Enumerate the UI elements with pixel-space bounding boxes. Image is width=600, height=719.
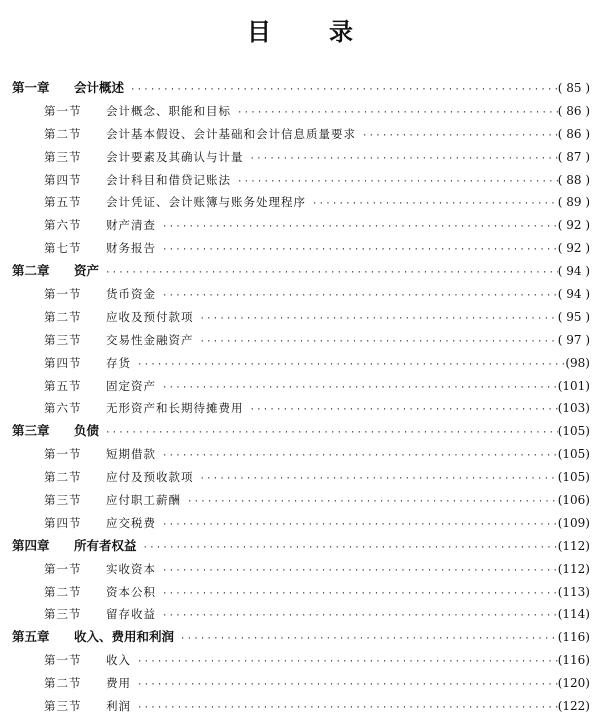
dot-leader xyxy=(181,491,558,512)
toc-page-number: (101) xyxy=(557,378,590,393)
toc-entry-title: 会计凭证、会计账簿与账务处理程序 xyxy=(106,195,306,210)
toc-section-row[interactable] xyxy=(12,466,590,489)
dot-leader xyxy=(231,102,558,123)
toc-entry-label: 第一节 xyxy=(44,447,82,462)
toc-page-number: ( 97 ) xyxy=(557,332,590,347)
toc-section-row[interactable] xyxy=(12,100,590,123)
dot-leader xyxy=(156,216,558,237)
toc-page-number: ( 86 ) xyxy=(557,126,590,141)
toc-chapter-row[interactable] xyxy=(12,260,590,283)
toc-page-number: (116) xyxy=(557,630,590,645)
toc-chapter-row[interactable] xyxy=(12,420,590,443)
dot-leader xyxy=(99,422,558,443)
toc-entry-title: 短期借款 xyxy=(106,447,156,462)
toc-section-row[interactable] xyxy=(12,649,590,672)
toc-entry-title: 货币资金 xyxy=(106,287,156,302)
toc-page-number: (112) xyxy=(557,561,590,576)
toc-entry-label: 第一章 xyxy=(12,80,50,95)
toc-chapter-row[interactable] xyxy=(12,77,590,100)
dot-leader xyxy=(156,285,558,306)
toc-entry-label: 第三节 xyxy=(44,699,82,714)
toc-page-number: ( 95 ) xyxy=(557,309,590,324)
toc-section-row[interactable] xyxy=(12,306,590,329)
toc-section-row[interactable] xyxy=(12,443,590,466)
toc-entry-title: 应付职工薪酬 xyxy=(106,493,181,508)
toc-page-number: (112) xyxy=(557,538,590,553)
toc-section-row[interactable] xyxy=(12,672,590,695)
toc-entry-title: 会计概述 xyxy=(74,80,125,95)
toc-section-row[interactable] xyxy=(12,375,590,398)
dot-leader xyxy=(99,262,558,283)
toc-entry-title: 无形资产和长期待摊费用 xyxy=(106,401,244,416)
toc-entry-label: 第六节 xyxy=(44,401,82,416)
toc-section-row[interactable] xyxy=(12,123,590,146)
toc-entry-label: 第四节 xyxy=(44,172,82,187)
toc-section-row[interactable] xyxy=(12,695,590,718)
table-of-contents xyxy=(12,77,590,718)
toc-page-number: ( 88 ) xyxy=(557,172,590,187)
toc-entry-title: 利润 xyxy=(106,699,131,714)
toc-entry-label: 第二节 xyxy=(44,584,82,599)
toc-entry-title: 固定资产 xyxy=(106,378,156,393)
toc-section-row[interactable] xyxy=(12,191,590,214)
dot-leader xyxy=(156,445,558,466)
toc-page-number: (114) xyxy=(557,607,590,622)
toc-entry-label: 第三节 xyxy=(44,607,82,622)
toc-entry-title: 会计概念、职能和目标 xyxy=(106,103,231,118)
toc-entry-label: 第六节 xyxy=(44,218,82,233)
dot-leader xyxy=(156,560,558,581)
toc-chapter-row[interactable] xyxy=(12,535,590,558)
toc-section-row[interactable] xyxy=(12,581,590,604)
toc-entry-title: 会计科目和借贷记账法 xyxy=(106,172,231,187)
toc-section-row[interactable] xyxy=(12,214,590,237)
toc-entry-label: 第三章 xyxy=(12,423,50,439)
toc-entry-label: 第七节 xyxy=(44,241,82,256)
toc-page-number: ( 94 ) xyxy=(557,287,590,302)
dot-leader xyxy=(131,674,558,695)
dot-leader xyxy=(131,651,558,672)
dot-leader xyxy=(244,399,558,420)
toc-entry-label: 第四节 xyxy=(44,515,82,530)
toc-entry-label: 第四章 xyxy=(12,537,50,553)
toc-page-number: (116) xyxy=(557,653,590,668)
toc-entry-title: 留存收益 xyxy=(106,607,156,622)
toc-page-number: (98) xyxy=(565,355,590,370)
dot-leader xyxy=(244,148,558,169)
toc-page-number: (103) xyxy=(557,401,590,416)
dot-leader xyxy=(306,193,558,214)
toc-page-number: ( 92 ) xyxy=(557,218,590,233)
dot-leader xyxy=(174,628,558,649)
toc-page-number: (109) xyxy=(557,515,590,530)
toc-entry-label: 第二节 xyxy=(44,676,82,691)
toc-entry-label: 第一节 xyxy=(44,103,82,118)
dot-leader xyxy=(156,239,558,260)
toc-page-number: (105) xyxy=(557,447,590,462)
toc-entry-title: 收入、费用和利润 xyxy=(74,629,175,645)
dot-leader xyxy=(124,79,558,100)
page-title: 目录 xyxy=(247,18,411,46)
toc-entry-title: 应收及预付款项 xyxy=(106,309,194,324)
toc-entry-title: 会计要素及其确认与计量 xyxy=(106,149,244,164)
toc-section-row[interactable] xyxy=(12,329,590,352)
toc-entry-label: 第二节 xyxy=(44,309,82,324)
toc-entry-title: 财务报告 xyxy=(106,241,156,256)
dot-leader xyxy=(131,697,558,718)
toc-entry-label: 第三节 xyxy=(44,149,82,164)
toc-entry-title: 会计基本假设、会计基础和会计信息质量要求 xyxy=(106,126,356,141)
toc-entry-label: 第一节 xyxy=(44,561,82,576)
toc-entry-title: 资本公积 xyxy=(106,584,156,599)
toc-entry-title: 收入 xyxy=(106,653,131,668)
toc-entry-label: 第一节 xyxy=(44,653,82,668)
toc-page-number: (120) xyxy=(557,676,590,691)
toc-entry-title: 交易性金融资产 xyxy=(106,332,194,347)
dot-leader xyxy=(156,605,558,626)
toc-page-number: (122) xyxy=(557,699,590,714)
toc-entry-title: 所有者权益 xyxy=(74,537,137,553)
toc-page-number: (105) xyxy=(557,470,590,485)
dot-leader xyxy=(156,377,558,398)
toc-section-row[interactable] xyxy=(12,603,590,626)
toc-page-number: (106) xyxy=(557,493,590,508)
toc-entry-title: 存货 xyxy=(106,355,131,370)
dot-leader xyxy=(356,125,558,146)
toc-entry-label: 第四节 xyxy=(44,355,82,370)
toc-page-number: ( 86 ) xyxy=(557,103,590,118)
toc-section-row[interactable] xyxy=(12,352,590,375)
toc-page-number: (113) xyxy=(557,584,590,599)
toc-section-row[interactable] xyxy=(12,558,590,581)
toc-entry-label: 第二节 xyxy=(44,470,82,485)
toc-entry-title: 应付及预收款项 xyxy=(106,470,194,485)
toc-section-row[interactable] xyxy=(12,169,590,192)
toc-section-row[interactable] xyxy=(12,489,590,512)
toc-entry-label: 第一节 xyxy=(44,287,82,302)
dot-leader xyxy=(194,331,558,352)
toc-section-row[interactable] xyxy=(12,283,590,306)
toc-entry-title: 费用 xyxy=(106,676,131,691)
toc-entry-label: 第五节 xyxy=(44,195,82,210)
toc-section-row[interactable] xyxy=(12,146,590,169)
toc-page-number: ( 85 ) xyxy=(557,81,590,95)
toc-page-number: ( 92 ) xyxy=(557,241,590,256)
dot-leader xyxy=(156,514,558,535)
toc-entry-label: 第三节 xyxy=(44,332,82,347)
dot-leader xyxy=(194,308,558,329)
toc-entry-title: 资产 xyxy=(74,263,100,279)
dot-leader xyxy=(156,583,558,604)
toc-entry-title: 负债 xyxy=(74,423,100,439)
toc-entry-title: 实收资本 xyxy=(106,561,156,576)
toc-section-row[interactable] xyxy=(12,512,590,535)
toc-entry-label: 第五章 xyxy=(12,629,50,645)
toc-entry-title: 应交税费 xyxy=(106,515,156,530)
toc-entry-label: 第三节 xyxy=(44,493,82,508)
toc-page-number: ( 87 ) xyxy=(557,149,590,164)
dot-leader xyxy=(231,171,558,192)
toc-page-number: ( 89 ) xyxy=(557,195,590,210)
toc-page-number: ( 94 ) xyxy=(557,264,590,279)
toc-page-number: (105) xyxy=(557,424,590,439)
dot-leader xyxy=(194,468,558,489)
toc-section-row[interactable] xyxy=(12,237,590,260)
toc-entry-label: 第二章 xyxy=(12,263,50,279)
toc-entry-title: 财产清查 xyxy=(106,218,156,233)
toc-entry-label: 第五节 xyxy=(44,378,82,393)
dot-leader xyxy=(131,354,565,375)
dot-leader xyxy=(137,537,558,558)
toc-section-row[interactable] xyxy=(12,397,590,420)
toc-chapter-row[interactable] xyxy=(12,626,590,649)
toc-entry-label: 第二节 xyxy=(44,126,82,141)
